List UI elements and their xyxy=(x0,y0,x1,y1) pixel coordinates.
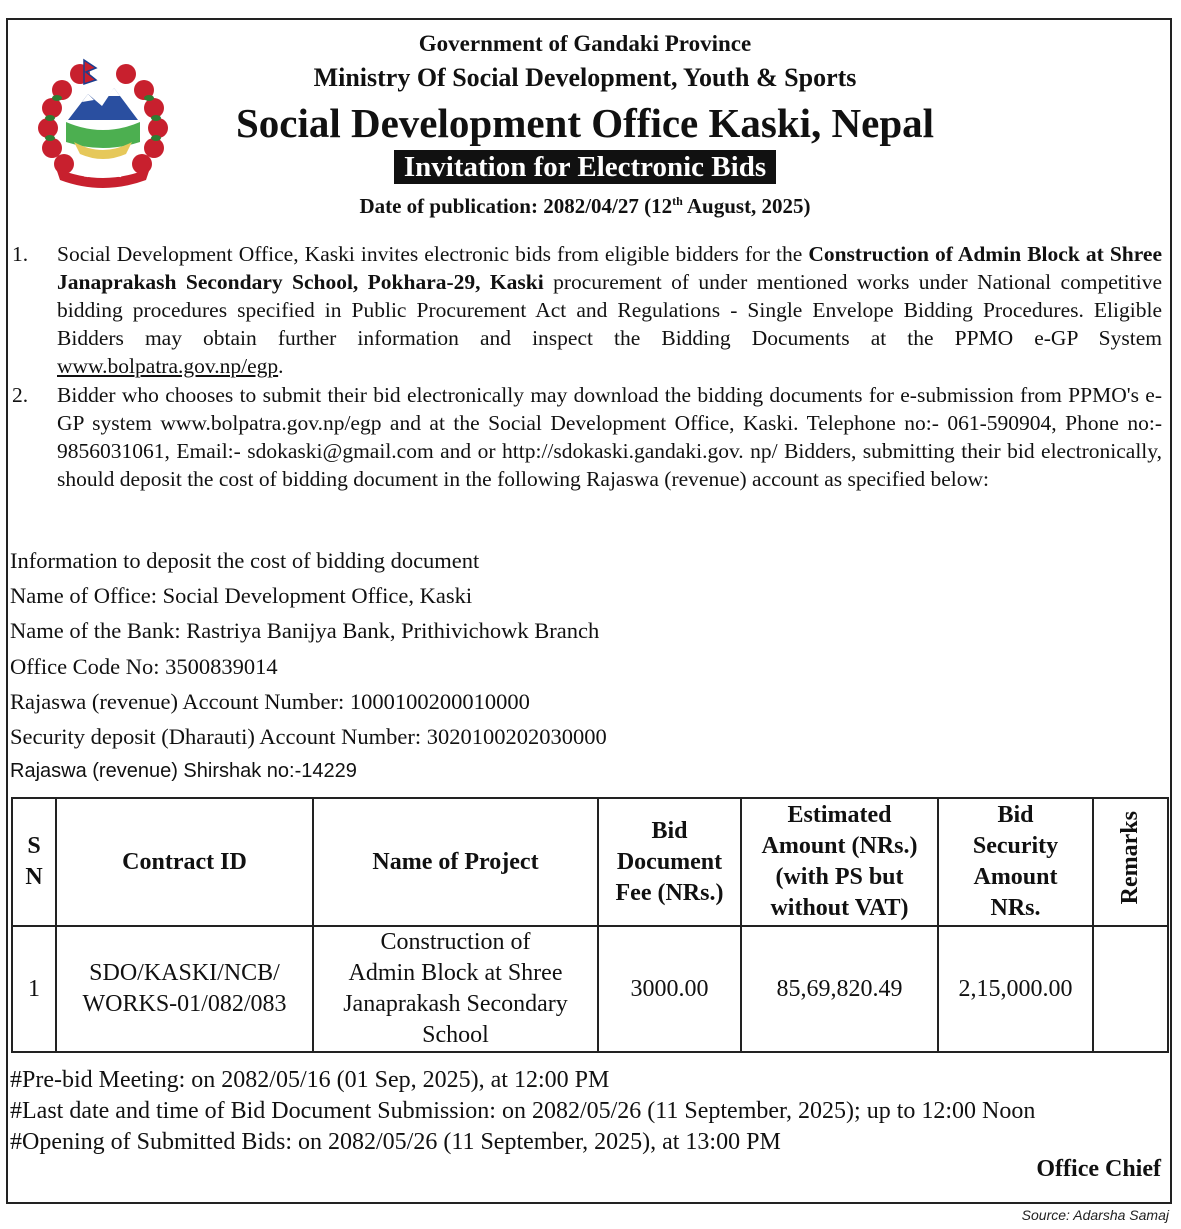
nepal-emblem-logo xyxy=(22,50,184,190)
info-line: Rajaswa (revenue) Account Number: 1000100200010000 xyxy=(10,688,530,714)
cell-sn: 1 xyxy=(12,926,56,1052)
paragraph-text: Bidder who chooses to submit their bid electronically may download the bidding documents for e-submission from PPMO's e- GP system www.bolpatra.gov.np/egp and at the Social Development Office, Kaski. Telephone no:- 061-590904, Phone no:- 9856031061, Email:- sdokaski@gmail.com and or http://sdokaski.gandaki.gov. np/ Bidders, submitting their bid electronically, should deposit the cost of bidding document in the following Rajaswa (revenue) account as specified below: xyxy=(57,383,1162,491)
header-estimated: Estimated Amount (NRs.) (with PS but without VAT) xyxy=(741,798,938,926)
note-line: #Pre-bid Meeting: on 2082/05/16 (01 Sep, 2025), at 12:00 PM xyxy=(10,1067,610,1093)
info-line: Information to deposit the cost of bidding document xyxy=(10,548,480,573)
notice-header xyxy=(190,28,980,221)
cell-fee: 3000.00 xyxy=(598,926,741,1052)
info-line: Name of Office: Social Development Office, Kaski xyxy=(10,583,473,609)
invitation-banner: Invitation for Electronic Bids xyxy=(394,150,776,184)
cell-estimated: 85,69,820.49 xyxy=(741,926,938,1052)
paragraph-number: 2. xyxy=(12,383,29,407)
header-remarks: Remarks xyxy=(1093,798,1168,926)
header-fee: Bid Document Fee (NRs.) xyxy=(598,798,741,926)
ministry-line: Ministry Of Social Development, Youth & Sports xyxy=(313,63,857,92)
egp-link[interactable]: www.bolpatra.gov.np/egp xyxy=(57,354,279,378)
paragraph-text: Social Development Office, Kaski invites electronic bids from eligible bidders for the Construction of Admin Block at Shree Janaprakash Secondary School, Pokhara-29, Kaski procurement of under mentioned works under National competitive bidding procedures specified in Public Procurement Act and Regulations - Single Envelope Bidding Procedures. Eligible Bidders may obtain further information and inspect the Bidding Documents at the PPMO e-GP System www.bolpatra.gov.np/egp. xyxy=(57,242,1162,378)
cell-remarks xyxy=(1093,926,1168,1052)
info-line: Security deposit (Dharauti) Account Number: 3020100202030000 xyxy=(10,723,607,749)
note-line: #Opening of Submitted Bids: on 2082/05/26 (11 September, 2025), at 13:00 PM xyxy=(10,1129,781,1155)
paragraph-number: 1. xyxy=(12,242,29,266)
header-security: Bid Security Amount NRs. xyxy=(938,798,1093,926)
paragraph-2 xyxy=(12,381,1162,493)
info-line: Office Code No: 3500839014 xyxy=(10,653,278,679)
government-line: Government of Gandaki Province xyxy=(418,31,752,56)
schedule-notes xyxy=(10,1065,1035,1158)
note-line: #Last date and time of Bid Document Submission: on 2082/05/26 (11 September, 2025); up to 12:00 Noon xyxy=(10,1098,1036,1124)
header-project: Name of Project xyxy=(313,798,598,926)
cell-project: Construction of Admin Block at Shree Janaprakash Secondary School xyxy=(313,926,598,1052)
info-line: Rajaswa (revenue) Shirshak no:-14229 xyxy=(10,760,357,783)
publication-date: Date of publication: 2082/04/27 (12th August, 2025) xyxy=(359,194,811,218)
bid-table xyxy=(11,797,1169,1053)
paragraph-1 xyxy=(12,240,1162,380)
office-title: Social Development Office Kaski, Nepal xyxy=(235,100,935,146)
source-credit: Source: Adarsha Samaj xyxy=(1021,1207,1169,1223)
info-line: Name of the Bank: Rastriya Banijya Bank, Prithivichowk Branch xyxy=(10,618,600,644)
deposit-info xyxy=(10,544,607,790)
project-name-bold: Construction of Admin Block at Shree Janaprakash Secondary School, Pokhara-29, Kaski xyxy=(57,242,1162,294)
flag-icon xyxy=(84,60,96,84)
header-contract-id: Contract ID xyxy=(56,798,313,926)
cell-security: 2,15,000.00 xyxy=(938,926,1093,1052)
signature: Office Chief xyxy=(1036,1156,1161,1182)
header-sn: S N xyxy=(12,798,56,926)
table-header-row xyxy=(12,798,1168,926)
svg-text:~ ~ ~ ~ ~: ~ ~ ~ ~ ~ xyxy=(83,173,123,181)
cell-contract-id: SDO/KASKI/NCB/ WORKS-01/082/083 xyxy=(56,926,313,1052)
table-row xyxy=(12,926,1168,1052)
